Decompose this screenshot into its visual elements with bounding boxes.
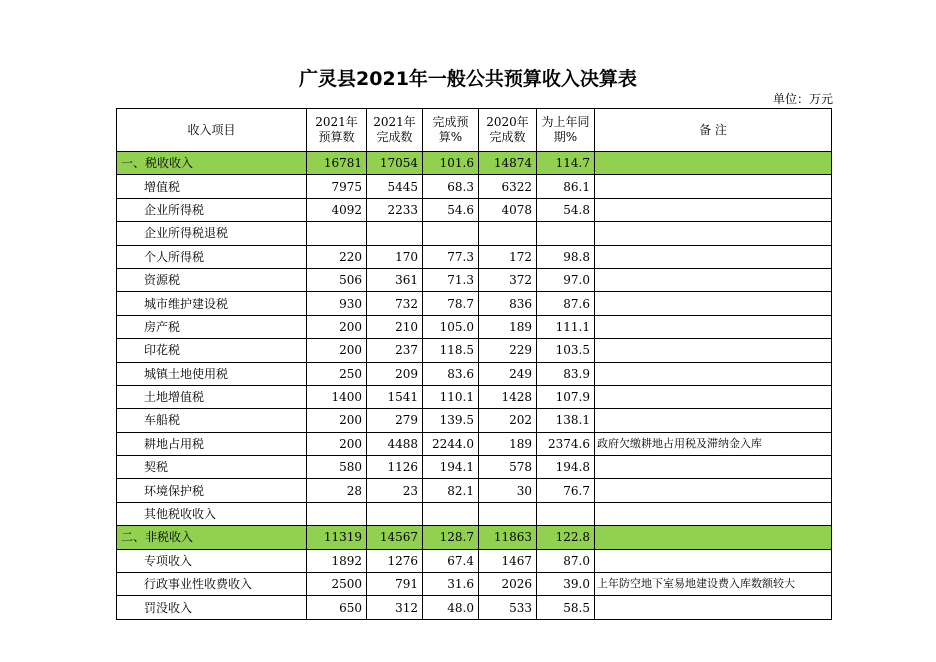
cell-completion-pct: 71.3: [423, 268, 479, 291]
cell-budget-2021: 580: [307, 456, 367, 479]
cell-actual-2020: 189: [479, 432, 537, 455]
cell-budget-2021: 650: [307, 596, 367, 619]
cell-item: 车船税: [117, 409, 307, 432]
cell-yoy-pct: 138.1: [537, 409, 595, 432]
cell-completion-pct: 2244.0: [423, 432, 479, 455]
cell-actual-2021: [367, 222, 423, 245]
cell-note: [595, 245, 832, 268]
table-row: [117, 502, 832, 525]
cell-yoy-pct: 2374.6: [537, 432, 595, 455]
table-row: [117, 479, 832, 502]
table-row: [117, 245, 832, 268]
table-row: [117, 596, 832, 619]
table-row: [117, 456, 832, 479]
cell-actual-2020: 1467: [479, 549, 537, 572]
cell-yoy-pct: 103.5: [537, 339, 595, 362]
cell-actual-2020: 202: [479, 409, 537, 432]
cell-item: 城市维护建设税: [117, 292, 307, 315]
cell-actual-2021: 209: [367, 362, 423, 385]
cell-actual-2020: 372: [479, 268, 537, 291]
cell-actual-2021: 2233: [367, 198, 423, 221]
cell-actual-2021: 312: [367, 596, 423, 619]
cell-note: [595, 526, 832, 549]
cell-actual-2020: 1428: [479, 385, 537, 408]
cell-actual-2021: 791: [367, 573, 423, 596]
cell-yoy-pct: 97.0: [537, 268, 595, 291]
cell-completion-pct: 83.6: [423, 362, 479, 385]
table-header-row: [117, 109, 832, 152]
table-row: [117, 268, 832, 291]
cell-note: 上年防空地下室易地建设费入库数额较大: [595, 573, 832, 596]
cell-yoy-pct: 54.8: [537, 198, 595, 221]
cell-completion-pct: 194.1: [423, 456, 479, 479]
category-row: [117, 526, 832, 549]
cell-actual-2020: 578: [479, 456, 537, 479]
cell-note: [595, 292, 832, 315]
table-row: [117, 362, 832, 385]
cell-budget-2021: 7975: [307, 175, 367, 198]
cell-note: [595, 268, 832, 291]
cell-actual-2020: 4078: [479, 198, 537, 221]
cell-yoy-pct: 86.1: [537, 175, 595, 198]
cell-actual-2021: 23: [367, 479, 423, 502]
table-row: [117, 573, 832, 596]
cell-budget-2021: 220: [307, 245, 367, 268]
cell-yoy-pct: 98.8: [537, 245, 595, 268]
cell-item: 增值税: [117, 175, 307, 198]
cell-budget-2021: 11319: [307, 526, 367, 549]
table-row: [117, 385, 832, 408]
header-actual-2020: 2020年完成数: [479, 109, 537, 152]
cell-note: [595, 479, 832, 502]
cell-completion-pct: 68.3: [423, 175, 479, 198]
cell-actual-2020: 11863: [479, 526, 537, 549]
cell-yoy-pct: 83.9: [537, 362, 595, 385]
cell-item: 个人所得税: [117, 245, 307, 268]
table-row: [117, 222, 832, 245]
cell-item: 城镇土地使用税: [117, 362, 307, 385]
cell-actual-2020: 533: [479, 596, 537, 619]
cell-item: 其他税收收入: [117, 502, 307, 525]
cell-actual-2021: [367, 502, 423, 525]
cell-actual-2020: 2026: [479, 573, 537, 596]
cell-note: [595, 385, 832, 408]
page-title: 广灵县2021年一般公共预算收入决算表: [299, 68, 637, 90]
cell-completion-pct: 48.0: [423, 596, 479, 619]
cell-yoy-pct: 114.7: [537, 152, 595, 175]
cell-completion-pct: 128.7: [423, 526, 479, 549]
cell-completion-pct: 78.7: [423, 292, 479, 315]
cell-completion-pct: 139.5: [423, 409, 479, 432]
cell-budget-2021: 1400: [307, 385, 367, 408]
cell-actual-2020: [479, 502, 537, 525]
cell-actual-2020: 249: [479, 362, 537, 385]
cell-note: [595, 502, 832, 525]
cell-item: 二、非税收入: [117, 526, 307, 549]
cell-completion-pct: [423, 502, 479, 525]
cell-budget-2021: 200: [307, 339, 367, 362]
cell-note: [595, 339, 832, 362]
cell-yoy-pct: 107.9: [537, 385, 595, 408]
cell-actual-2021: 14567: [367, 526, 423, 549]
cell-budget-2021: 16781: [307, 152, 367, 175]
cell-actual-2020: 172: [479, 245, 537, 268]
cell-completion-pct: 110.1: [423, 385, 479, 408]
cell-budget-2021: 28: [307, 479, 367, 502]
cell-note: [595, 222, 832, 245]
unit-label: 单位：万元: [772, 92, 833, 106]
cell-item: 土地增值税: [117, 385, 307, 408]
cell-actual-2020: 6322: [479, 175, 537, 198]
cell-actual-2021: 170: [367, 245, 423, 268]
cell-item: 罚没收入: [117, 596, 307, 619]
table-row: [117, 198, 832, 221]
cell-budget-2021: 506: [307, 268, 367, 291]
cell-note: [595, 315, 832, 338]
category-row: [117, 152, 832, 175]
cell-note: [595, 362, 832, 385]
cell-actual-2021: 4488: [367, 432, 423, 455]
cell-actual-2020: [479, 222, 537, 245]
cell-actual-2021: 17054: [367, 152, 423, 175]
cell-note: [595, 456, 832, 479]
cell-completion-pct: [423, 222, 479, 245]
cell-budget-2021: 4092: [307, 198, 367, 221]
cell-note: [595, 549, 832, 572]
cell-actual-2020: 14874: [479, 152, 537, 175]
cell-completion-pct: 54.6: [423, 198, 479, 221]
cell-item: 环境保护税: [117, 479, 307, 502]
cell-yoy-pct: [537, 222, 595, 245]
cell-item: 企业所得税: [117, 198, 307, 221]
header-note: 备 注: [595, 109, 832, 152]
cell-item: 一、税收收入: [117, 152, 307, 175]
cell-yoy-pct: 87.6: [537, 292, 595, 315]
cell-item: 企业所得税退税: [117, 222, 307, 245]
header-actual-2021: 2021年完成数: [367, 109, 423, 152]
table-row: [117, 292, 832, 315]
cell-yoy-pct: 58.5: [537, 596, 595, 619]
cell-item: 印花税: [117, 339, 307, 362]
cell-item: 行政事业性收费收入: [117, 573, 307, 596]
cell-completion-pct: 82.1: [423, 479, 479, 502]
cell-yoy-pct: 111.1: [537, 315, 595, 338]
cell-item: 耕地占用税: [117, 432, 307, 455]
cell-completion-pct: 105.0: [423, 315, 479, 338]
table-row: [117, 175, 832, 198]
cell-completion-pct: 67.4: [423, 549, 479, 572]
cell-completion-pct: 77.3: [423, 245, 479, 268]
cell-budget-2021: 930: [307, 292, 367, 315]
cell-yoy-pct: 87.0: [537, 549, 595, 572]
table-row: [117, 339, 832, 362]
cell-actual-2021: 279: [367, 409, 423, 432]
table-row: [117, 409, 832, 432]
cell-budget-2021: 200: [307, 409, 367, 432]
cell-note: [595, 198, 832, 221]
header-completion-pct: 完成预算%: [423, 109, 479, 152]
cell-item: 契税: [117, 456, 307, 479]
cell-budget-2021: 200: [307, 315, 367, 338]
header-item: 收入项目: [117, 109, 307, 152]
budget-table: [116, 108, 832, 620]
cell-completion-pct: 101.6: [423, 152, 479, 175]
cell-budget-2021: 200: [307, 432, 367, 455]
cell-yoy-pct: 194.8: [537, 456, 595, 479]
cell-actual-2020: 229: [479, 339, 537, 362]
cell-actual-2021: 1541: [367, 385, 423, 408]
cell-yoy-pct: [537, 502, 595, 525]
cell-actual-2021: 210: [367, 315, 423, 338]
cell-item: 房产税: [117, 315, 307, 338]
cell-completion-pct: 118.5: [423, 339, 479, 362]
cell-note: [595, 596, 832, 619]
cell-item: 资源税: [117, 268, 307, 291]
header-budget-2021: 2021年预算数: [307, 109, 367, 152]
cell-yoy-pct: 39.0: [537, 573, 595, 596]
cell-budget-2021: 2500: [307, 573, 367, 596]
cell-completion-pct: 31.6: [423, 573, 479, 596]
cell-budget-2021: 1892: [307, 549, 367, 572]
header-yoy-pct: 为上年同期%: [537, 109, 595, 152]
cell-note: [595, 409, 832, 432]
cell-budget-2021: 250: [307, 362, 367, 385]
cell-budget-2021: [307, 502, 367, 525]
cell-note: [595, 152, 832, 175]
cell-actual-2020: 836: [479, 292, 537, 315]
cell-note: 政府欠缴耕地占用税及滞纳金入库: [595, 432, 832, 455]
cell-actual-2021: 732: [367, 292, 423, 315]
cell-actual-2021: 1126: [367, 456, 423, 479]
cell-item: 专项收入: [117, 549, 307, 572]
cell-note: [595, 175, 832, 198]
cell-actual-2021: 5445: [367, 175, 423, 198]
cell-actual-2021: 1276: [367, 549, 423, 572]
cell-actual-2021: 237: [367, 339, 423, 362]
cell-actual-2020: 189: [479, 315, 537, 338]
table-row: [117, 432, 832, 455]
table-row: [117, 315, 832, 338]
cell-actual-2021: 361: [367, 268, 423, 291]
cell-yoy-pct: 76.7: [537, 479, 595, 502]
cell-actual-2020: 30: [479, 479, 537, 502]
table-body: [117, 152, 832, 620]
cell-budget-2021: [307, 222, 367, 245]
cell-yoy-pct: 122.8: [537, 526, 595, 549]
table-row: [117, 549, 832, 572]
